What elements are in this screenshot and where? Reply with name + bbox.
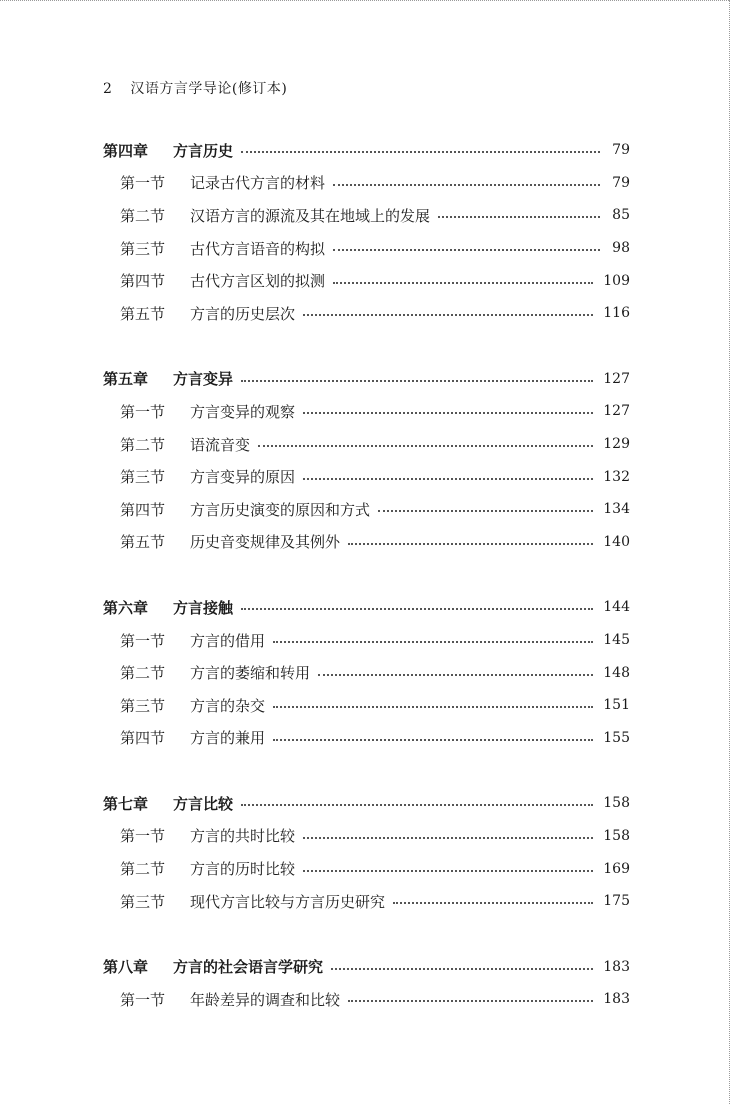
toc-chapter [103, 134, 630, 330]
dot-leader [378, 510, 593, 512]
dot-leader [438, 216, 600, 218]
section-entry-label [103, 858, 295, 879]
chapter-entry-page: 183 [603, 958, 630, 975]
section-entry-page: 98 [612, 240, 630, 257]
section-entry-number: 第三节 [120, 468, 166, 487]
section-entry-title: 历史音变规律及其例外 [190, 533, 341, 552]
dot-leader [303, 837, 593, 839]
section-entry-label [103, 531, 340, 552]
dot-leader [303, 870, 593, 872]
dot-leader [273, 706, 593, 708]
section-entry-title: 记录古代方言的材料 [190, 174, 326, 193]
running-header [103, 78, 287, 98]
section-entry-title: 汉语方言的源流及其在地域上的发展 [190, 206, 431, 225]
chapter-entry-title: 方言历史 [173, 141, 234, 160]
section-entry-page: 85 [612, 207, 630, 224]
chapter-entry-title: 方言变异 [173, 370, 234, 389]
section-entry-label [103, 238, 325, 259]
section-entry-label [103, 172, 325, 193]
chapter-entry-number: 第四章 [103, 141, 149, 160]
dot-leader [331, 968, 593, 970]
section-entry-number: 第一节 [120, 402, 166, 421]
header-book-title: 汉语方言学导论(修订本) [130, 81, 288, 97]
section-entry-label [103, 825, 295, 846]
chapter-entry-page: 79 [612, 142, 630, 159]
section-entry-label [103, 630, 265, 651]
section-entry[interactable] [103, 493, 630, 526]
section-entry-title: 方言的历史层次 [190, 304, 296, 323]
section-entry-label [103, 434, 250, 455]
section-entry[interactable] [103, 689, 630, 722]
chapter-entry[interactable] [103, 134, 630, 167]
dot-leader [348, 543, 593, 545]
dot-leader [273, 739, 593, 741]
section-entry-page: 158 [603, 827, 630, 844]
dot-leader [241, 380, 593, 382]
section-entry-label [103, 695, 265, 716]
section-entry-number: 第一节 [120, 631, 166, 650]
section-entry-page: 183 [603, 991, 630, 1008]
section-entry-number: 第五节 [120, 304, 166, 323]
section-entry-label [103, 727, 265, 748]
section-entry-number: 第三节 [120, 696, 166, 715]
chapter-entry-page: 127 [603, 370, 630, 387]
section-entry[interactable] [103, 983, 630, 1016]
section-entry[interactable] [103, 624, 630, 657]
section-entry-page: 116 [603, 305, 630, 322]
chapter-entry-label [103, 793, 233, 814]
chapter-entry-label [103, 140, 233, 161]
section-entry-title: 方言变异的原因 [190, 468, 296, 487]
section-entry-number: 第二节 [120, 664, 166, 683]
section-entry-label [103, 270, 325, 291]
dot-leader [258, 445, 593, 447]
section-entry-label [103, 205, 430, 226]
chapter-entry-page: 158 [603, 795, 630, 812]
section-entry-title: 古代方言区划的拟测 [190, 272, 326, 291]
section-entry-page: 109 [603, 272, 630, 289]
section-entry-title: 方言历史演变的原因和方式 [190, 500, 371, 519]
header-page-number: 2 [103, 81, 113, 97]
dot-leader [333, 282, 593, 284]
section-entry-page: 145 [603, 632, 630, 649]
section-entry-number: 第四节 [120, 729, 166, 748]
section-entry[interactable] [103, 722, 630, 755]
chapter-entry-number: 第六章 [103, 598, 149, 617]
section-entry-title: 方言变异的观察 [190, 402, 296, 421]
section-entry-label [103, 662, 310, 683]
chapter-entry-page: 144 [603, 599, 630, 616]
dot-leader [303, 314, 593, 316]
section-entry-title: 方言的萎缩和转用 [190, 664, 311, 683]
section-entry-title: 年龄差异的调查和比较 [190, 990, 341, 1009]
section-entry[interactable] [103, 232, 630, 265]
page-border-top [0, 0, 729, 1]
section-entry-page: 132 [603, 468, 630, 485]
section-entry-label [103, 499, 370, 520]
chapter-entry-number: 第五章 [103, 370, 149, 389]
toc-chapter [103, 363, 630, 559]
section-entry-label [103, 891, 385, 912]
dot-leader [303, 478, 593, 480]
chapter-entry[interactable] [103, 787, 630, 820]
section-entry-title: 方言的共时比较 [190, 827, 296, 846]
section-entry-title: 语流音变 [190, 435, 251, 454]
section-entry-page: 151 [603, 697, 630, 714]
section-entry-title: 方言的杂交 [190, 696, 266, 715]
chapter-entry-number: 第八章 [103, 958, 149, 977]
section-entry[interactable] [103, 885, 630, 918]
section-entry-number: 第四节 [120, 500, 166, 519]
section-entry-label [103, 466, 295, 487]
section-entry-title: 方言的借用 [190, 631, 266, 650]
section-entry-title: 古代方言语音的构拟 [190, 239, 326, 258]
section-entry-title: 方言的历时比较 [190, 860, 296, 879]
section-entry-number: 第一节 [120, 827, 166, 846]
section-entry-number: 第五节 [120, 533, 166, 552]
section-entry-label [103, 401, 295, 422]
chapter-entry-title: 方言接触 [173, 598, 234, 617]
section-entry[interactable] [103, 264, 630, 297]
dot-leader [393, 902, 593, 904]
section-entry-page: 127 [603, 403, 630, 420]
dot-leader [241, 608, 593, 610]
table-of-contents [103, 134, 630, 1049]
chapter-entry-label [103, 368, 233, 389]
dot-leader [303, 412, 593, 414]
section-entry-number: 第二节 [120, 435, 166, 454]
section-entry-number: 第一节 [120, 990, 166, 1009]
section-entry-label [103, 989, 340, 1010]
chapter-entry-label [103, 956, 323, 977]
dot-leader [348, 1000, 593, 1002]
section-entry[interactable] [103, 820, 630, 853]
dot-leader [273, 641, 593, 643]
section-entry-number: 第三节 [120, 892, 166, 911]
chapter-entry-number: 第七章 [103, 794, 149, 813]
section-entry[interactable] [103, 167, 630, 200]
section-entry[interactable] [103, 656, 630, 689]
section-entry-page: 79 [612, 174, 630, 191]
dot-leader [318, 674, 593, 676]
dot-leader [333, 184, 600, 186]
chapter-entry-label [103, 597, 233, 618]
section-entry-page: 140 [603, 533, 630, 550]
chapter-entry-title: 方言的社会语言学研究 [173, 958, 324, 977]
section-entry-label [103, 303, 295, 324]
chapter-entry-title: 方言比较 [173, 794, 234, 813]
section-entry[interactable] [103, 199, 630, 232]
section-entry-number: 第三节 [120, 239, 166, 258]
section-entry-number: 第二节 [120, 860, 166, 879]
chapter-entry[interactable] [103, 591, 630, 624]
section-entry-title: 现代方言比较与方言历史研究 [190, 892, 386, 911]
section-entry-page: 129 [603, 436, 630, 453]
section-entry[interactable] [103, 526, 630, 559]
section-entry[interactable] [103, 297, 630, 330]
dot-leader [333, 249, 600, 251]
toc-chapter [103, 787, 630, 917]
section-entry[interactable] [103, 460, 630, 493]
toc-chapter [103, 950, 630, 1015]
chapter-entry[interactable] [103, 950, 630, 983]
section-entry-number: 第四节 [120, 272, 166, 291]
section-entry-page: 148 [603, 664, 630, 681]
section-entry[interactable] [103, 852, 630, 885]
section-entry[interactable] [103, 395, 630, 428]
section-entry-page: 134 [603, 501, 630, 518]
section-entry-page: 155 [603, 729, 630, 746]
section-entry-page: 175 [603, 893, 630, 910]
section-entry-title: 方言的兼用 [190, 729, 266, 748]
section-entry-number: 第二节 [120, 206, 166, 225]
toc-chapter [103, 591, 630, 754]
chapter-entry[interactable] [103, 363, 630, 396]
section-entry-number: 第一节 [120, 174, 166, 193]
dot-leader [241, 804, 593, 806]
section-entry[interactable] [103, 428, 630, 461]
dot-leader [241, 151, 600, 153]
section-entry-page: 169 [603, 860, 630, 877]
